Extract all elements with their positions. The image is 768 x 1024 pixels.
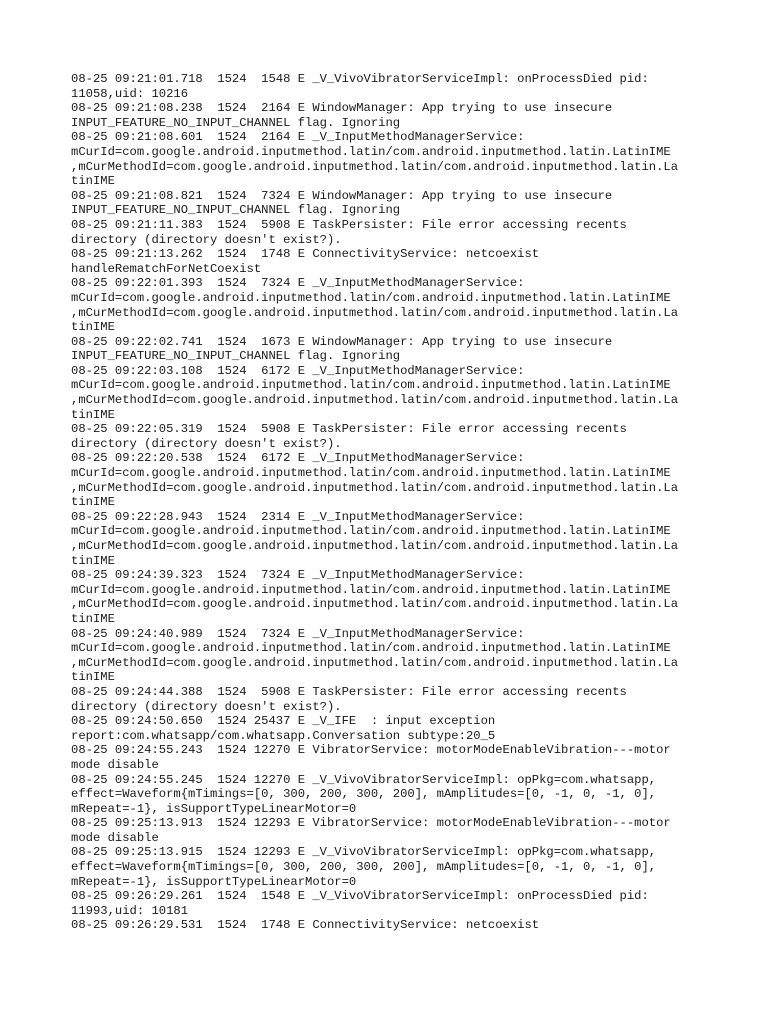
log-line: 08-25 09:22:01.393 1524 7324 E _V_InputMethodManagerService: (71, 276, 525, 291)
log-line: 11993,uid: 10181 (71, 903, 189, 918)
log-line: 08-25 09:22:28.943 1524 2314 E _V_InputMethodManagerService: (71, 509, 525, 524)
log-line: effect=Waveform{mTimings=[0, 300, 200, 300, 200], mAmplitudes=[0, -1, 0, -1, 0], (71, 787, 657, 802)
log-line: mode disable (71, 757, 159, 772)
log-line: 08-25 09:24:44.388 1524 5908 E TaskPersister: File error accessing recents (71, 684, 627, 699)
log-line: INPUT_FEATURE_NO_INPUT_CHANNEL flag. Ignoring (71, 349, 401, 364)
log-line: mCurId=com.google.android.inputmethod.latin/com.android.inputmethod.latin.LatinIME (71, 466, 671, 481)
log-line: 08-25 09:24:39.323 1524 7324 E _V_InputMethodManagerService: (71, 568, 525, 583)
log-line: INPUT_FEATURE_NO_INPUT_CHANNEL flag. Ignoring (71, 115, 401, 130)
log-line: 08-25 09:21:11.383 1524 5908 E TaskPersister: File error accessing recents (71, 217, 627, 232)
log-line: 08-25 09:24:40.989 1524 7324 E _V_InputMethodManagerService: (71, 626, 525, 641)
log-line: tinIME (71, 407, 115, 422)
log-line: 08-25 09:24:55.243 1524 12270 E VibratorService: motorModeEnableVibration---motor (71, 743, 671, 758)
log-line: 08-25 09:21:13.262 1524 1748 E ConnectivityService: netcoexist (71, 247, 540, 262)
log-line: 08-25 09:21:01.718 1524 1548 E _V_VivoVibratorServiceImpl: onProcessDied pid: (71, 72, 649, 86)
log-line: mCurId=com.google.android.inputmethod.latin/com.android.inputmethod.latin.LatinIME (71, 641, 671, 656)
log-line: tinIME (71, 553, 115, 568)
log-line: tinIME (71, 174, 115, 189)
log-line: mCurId=com.google.android.inputmethod.latin/com.android.inputmethod.latin.LatinIME (71, 290, 671, 305)
log-line: 08-25 09:25:13.915 1524 12293 E _V_VivoVibratorServiceImpl: opPkg=com.whatsapp, (71, 845, 657, 860)
log-line: 08-25 09:26:29.531 1524 1748 E ConnectivityService: netcoexist (71, 918, 540, 933)
log-line: ,mCurMethodId=com.google.android.inputmethod.latin/com.android.inputmethod.latin.La (71, 159, 679, 174)
log-line: 08-25 09:21:08.601 1524 2164 E _V_InputMethodManagerService: (71, 130, 525, 145)
log-line: effect=Waveform{mTimings=[0, 300, 200, 300, 200], mAmplitudes=[0, -1, 0, -1, 0], (71, 860, 657, 875)
log-document (71, 72, 711, 933)
log-line: ,mCurMethodId=com.google.android.inputmethod.latin/com.android.inputmethod.latin.La (71, 393, 679, 408)
log-line: 11058,uid: 10216 (71, 86, 189, 101)
log-line: mCurId=com.google.android.inputmethod.latin/com.android.inputmethod.latin.LatinIME (71, 524, 671, 539)
log-line: mRepeat=-1}, isSupportTypeLinearMotor=0 (71, 801, 357, 816)
log-line: directory (directory doesn't exist?). (71, 699, 342, 714)
log-line: ,mCurMethodId=com.google.android.inputmethod.latin/com.android.inputmethod.latin.La (71, 539, 679, 553)
log-line: ,mCurMethodId=com.google.android.inputmethod.latin/com.android.inputmethod.latin.La (71, 480, 679, 495)
log-line: tinIME (71, 670, 115, 685)
log-line: ,mCurMethodId=com.google.android.inputmethod.latin/com.android.inputmethod.latin.La (71, 655, 679, 670)
log-line: directory (directory doesn't exist?). (71, 436, 342, 451)
log-line: mRepeat=-1}, isSupportTypeLinearMotor=0 (71, 874, 357, 889)
log-line: tinIME (71, 495, 115, 510)
log-line: report:com.whatsapp/com.whatsapp.Conversation subtype:20_5 (71, 728, 496, 743)
log-text-block (71, 72, 711, 933)
log-line: 08-25 09:22:05.319 1524 5908 E TaskPersister: File error accessing recents (71, 422, 627, 437)
log-line: mode disable (71, 830, 159, 845)
log-line: 08-25 09:22:03.108 1524 6172 E _V_InputMethodManagerService: (71, 363, 525, 378)
log-line: 08-25 09:21:08.238 1524 2164 E WindowManager: App trying to use insecure (71, 101, 613, 116)
log-line: 08-25 09:26:29.261 1524 1548 E _V_VivoVibratorServiceImpl: onProcessDied pid: (71, 889, 649, 904)
log-line: handleRematchForNetCoexist (71, 261, 262, 276)
log-line: INPUT_FEATURE_NO_INPUT_CHANNEL flag. Ignoring (71, 203, 401, 218)
log-line: mCurId=com.google.android.inputmethod.latin/com.android.inputmethod.latin.LatinIME (71, 582, 671, 597)
log-line: 08-25 09:24:50.650 1524 25437 E _V_IFE : input exception (71, 714, 496, 729)
log-line: mCurId=com.google.android.inputmethod.latin/com.android.inputmethod.latin.LatinIME (71, 378, 671, 393)
log-line: 08-25 09:21:08.821 1524 7324 E WindowManager: App trying to use insecure (71, 188, 613, 203)
log-line: 08-25 09:22:02.741 1524 1673 E WindowManager: App trying to use insecure (71, 334, 613, 349)
log-line: tinIME (71, 320, 115, 335)
log-line: 08-25 09:24:55.245 1524 12270 E _V_VivoVibratorServiceImpl: opPkg=com.whatsapp, (71, 772, 657, 787)
log-line: mCurId=com.google.android.inputmethod.latin/com.android.inputmethod.latin.LatinIME (71, 144, 671, 159)
log-line: tinIME (71, 611, 115, 626)
log-line: ,mCurMethodId=com.google.android.inputmethod.latin/com.android.inputmethod.latin.La (71, 597, 679, 612)
log-line: 08-25 09:22:20.538 1524 6172 E _V_InputMethodManagerService: (71, 451, 525, 466)
log-line: directory (directory doesn't exist?). (71, 232, 342, 247)
log-line: 08-25 09:25:13.913 1524 12293 E VibratorService: motorModeEnableVibration---motor (71, 816, 671, 831)
log-line: ,mCurMethodId=com.google.android.inputmethod.latin/com.android.inputmethod.latin.La (71, 305, 679, 320)
